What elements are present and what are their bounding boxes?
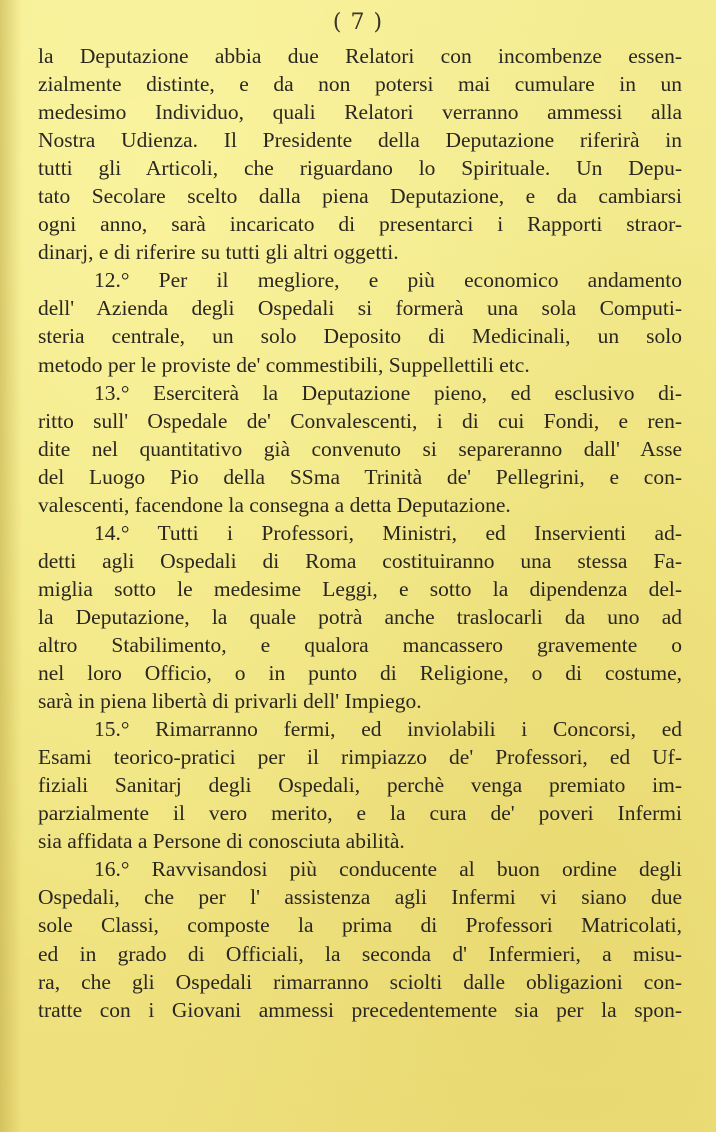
text-line: miglia sotto le medesime Leggi, e sotto la dipendenza del- [38, 576, 682, 601]
text-line: ritto sull' Ospedale de' Convalescenti, i di cui Fondi, e ren- [38, 408, 682, 433]
text-line: parzialmente il vero merito, e la cura de' poveri Infermi [38, 801, 682, 826]
text-line: 12.° Per il megliore, e più economico andamento [94, 268, 682, 293]
text-line: steria centrale, un solo Deposito di Medicinali, un solo [38, 324, 682, 349]
text-line: del Luogo Pio della SSma Trinità de' Pellegrini, e con- [38, 464, 682, 489]
text-line: ed in grado di Officiali, la seconda d' Infermieri, a misu- [38, 941, 682, 966]
text-line: la Deputazione abbia due Relatori con incombenze essen- [38, 44, 682, 68]
text-line: fiziali Sanitarj degli Ospedali, perchè venga premiato im- [38, 773, 682, 798]
text-line: Nostra Udienza. Il Presidente della Deputazione riferirà in [38, 128, 682, 153]
text-line: 15.° Rimarranno fermi, ed inviolabili i Concorsi, ed [94, 717, 682, 742]
text-line: ogni anno, sarà incaricato di presentarci i Rapporti straor- [38, 212, 682, 237]
text-line: Esami teorico-pratici per il rimpiazzo de' Professori, ed Uf- [38, 745, 682, 770]
text-line: altro Stabilimento, e qualora mancassero gravemente o [38, 632, 682, 657]
text-line: sarà in piena libertà di privarli dell' Impiego. [38, 689, 422, 714]
text-line: dinarj, e di riferire su tutti gli altri oggetti. [38, 240, 399, 265]
text-line: sole Classi, composte la prima di Professori Matricolati, [38, 913, 682, 938]
body-text [38, 42, 682, 1024]
text-line: medesimo Individuo, quali Relatori verranno ammessi alla [38, 100, 682, 125]
page-number: ( 7 ) [332, 10, 384, 35]
text-line: dite nel quantitativo già convenuto si separeranno dall' Asse [38, 436, 682, 461]
text-line: Ospedali, che per l' assistenza agli Infermi vi siano due [38, 885, 682, 910]
text-line: 14.° Tutti i Professori, Ministri, ed Inservienti ad- [94, 520, 682, 545]
text-line: tato Secolare scelto dalla piena Deputazione, e da cambiarsi [38, 184, 682, 209]
text-line: 13.° Eserciterà la Deputazione pieno, ed esclusivo di- [94, 380, 682, 405]
text-line: ra, che gli Ospedali rimarranno sciolti dalle obligazioni con- [38, 969, 682, 994]
text-line: detti agli Ospedali di Roma costituiranno una stessa Fa- [38, 548, 682, 573]
text-line: tutti gli Articoli, che riguardano lo Spirituale. Un Depu- [38, 156, 682, 181]
text-line: valescenti, facendone la consegna a detta Deputazione. [38, 492, 511, 517]
page-edge-shadow [0, 0, 22, 1132]
text-line: dell' Azienda degli Ospedali si formerà una sola Computi- [38, 296, 682, 321]
text-line: metodo per le proviste de' commestibili, Suppellettili etc. [38, 352, 530, 377]
text-line: tratte con i Giovani ammessi precedentemente sia per la spon- [38, 997, 682, 1022]
text-line: la Deputazione, la quale potrà anche traslocarli da uno ad [38, 604, 682, 629]
text-line: zialmente distinte, e da non potersi mai cumulare in un [38, 72, 682, 97]
text-line: nel loro Officio, o in punto di Religione, o di costume, [38, 661, 682, 686]
text-line: sia affidata a Persone di conosciuta abilità. [38, 829, 405, 854]
text-line: 16.° Ravvisandosi più conducente al buon ordine degli [94, 857, 682, 882]
